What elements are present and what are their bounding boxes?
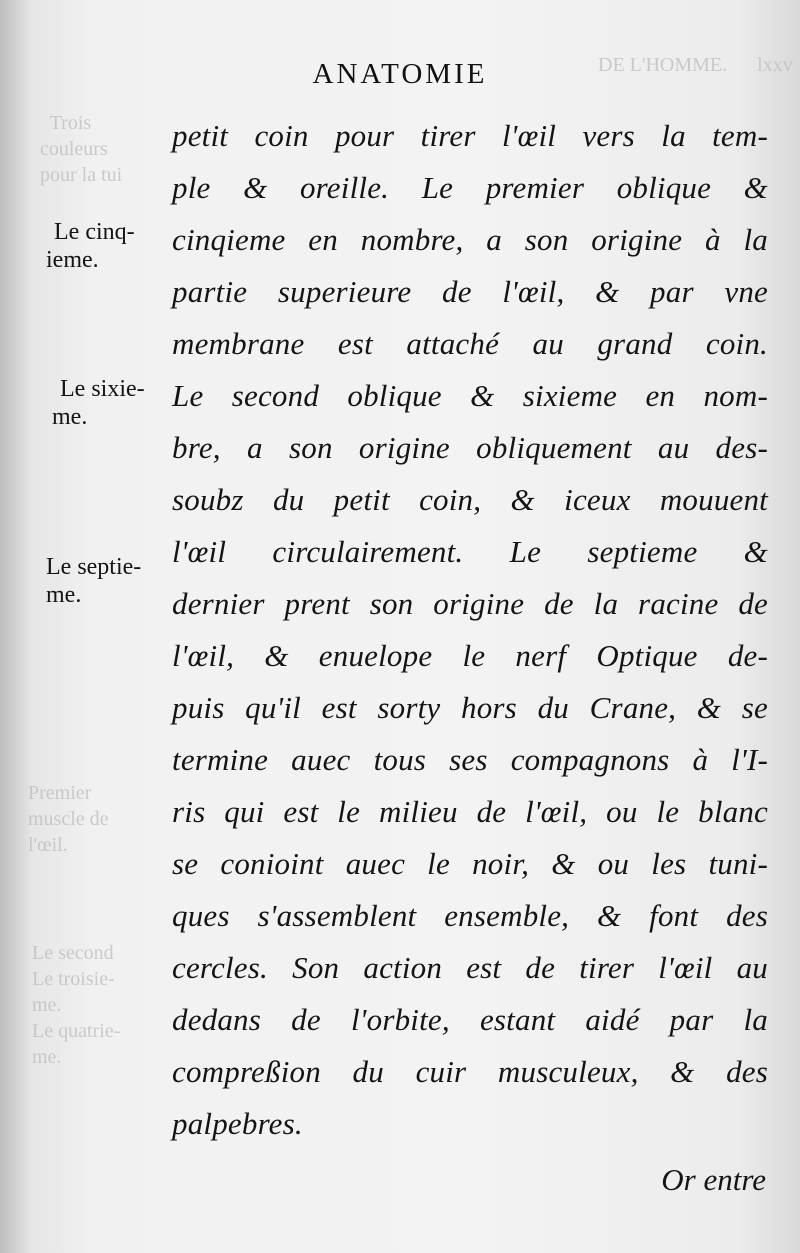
text-line: cercles. Son action est de tirer l'œil au bbox=[172, 950, 768, 985]
text-line: partie superieure de l'œil, & par vne bbox=[172, 274, 768, 309]
text-line: se conioint auec le noir, & ou les tuni- bbox=[172, 846, 768, 881]
text-line: ris qui est le milieu de l'œil, ou le blanc bbox=[172, 794, 768, 829]
text-line: termine auec tous ses compagnons à l'I- bbox=[172, 742, 768, 777]
text-line: dernier prent son origine de la racine de bbox=[172, 586, 768, 621]
text-line: soubz du petit coin, & iceux mouuent bbox=[172, 482, 768, 517]
margin-note-line: Le septie- bbox=[46, 554, 142, 580]
show-through-text: Premier muscle de l'œil. bbox=[28, 782, 109, 856]
margin-note bbox=[46, 218, 135, 274]
text-line: compreßion du cuir musculeux, & des bbox=[172, 1054, 768, 1089]
text-line: Le second oblique & sixieme en nom- bbox=[172, 378, 768, 413]
margin-note bbox=[46, 553, 141, 609]
margin-note bbox=[52, 375, 145, 431]
text-line: ple & oreille. Le premier oblique & bbox=[172, 170, 768, 205]
text-line: l'œil circulairement. Le septieme & bbox=[172, 534, 768, 569]
text-line: membrane est attaché au grand coin. bbox=[172, 326, 768, 361]
text-line: palpebres. bbox=[172, 1106, 303, 1141]
text-line: dedans de l'orbite, estant aidé par la bbox=[172, 1002, 768, 1037]
text-line: l'œil, & enuelope le nerf Optique de- bbox=[172, 638, 768, 673]
margin-note-line: Le cinq- bbox=[54, 219, 135, 245]
margin-note-line: me. bbox=[46, 582, 82, 608]
show-through-text: Trois couleurs pour la tui bbox=[40, 112, 123, 186]
margin-note-line: Le sixie- bbox=[60, 376, 145, 402]
text-line: petit coin pour tirer l'œil vers la tem- bbox=[172, 118, 768, 153]
margin-note-line: me. bbox=[52, 404, 88, 430]
show-through-text: DE L'HOMME. lxxv bbox=[598, 54, 793, 76]
catchword: Or entre bbox=[661, 1162, 766, 1197]
text-line: puis qu'il est sorty hors du Crane, & se bbox=[172, 690, 768, 725]
margin-note-line: ieme. bbox=[46, 247, 99, 273]
running-header: ANATOMIE bbox=[312, 58, 488, 90]
text-line: bre, a son origine obliquement au des- bbox=[172, 430, 768, 465]
text-line: ques s'assemblent ensemble, & font des bbox=[172, 898, 768, 933]
show-through-text: Le second Le troisie- me. Le quatrie- me. bbox=[32, 942, 121, 1068]
text-line: cinqieme en nombre, a son origine à la bbox=[172, 222, 768, 257]
